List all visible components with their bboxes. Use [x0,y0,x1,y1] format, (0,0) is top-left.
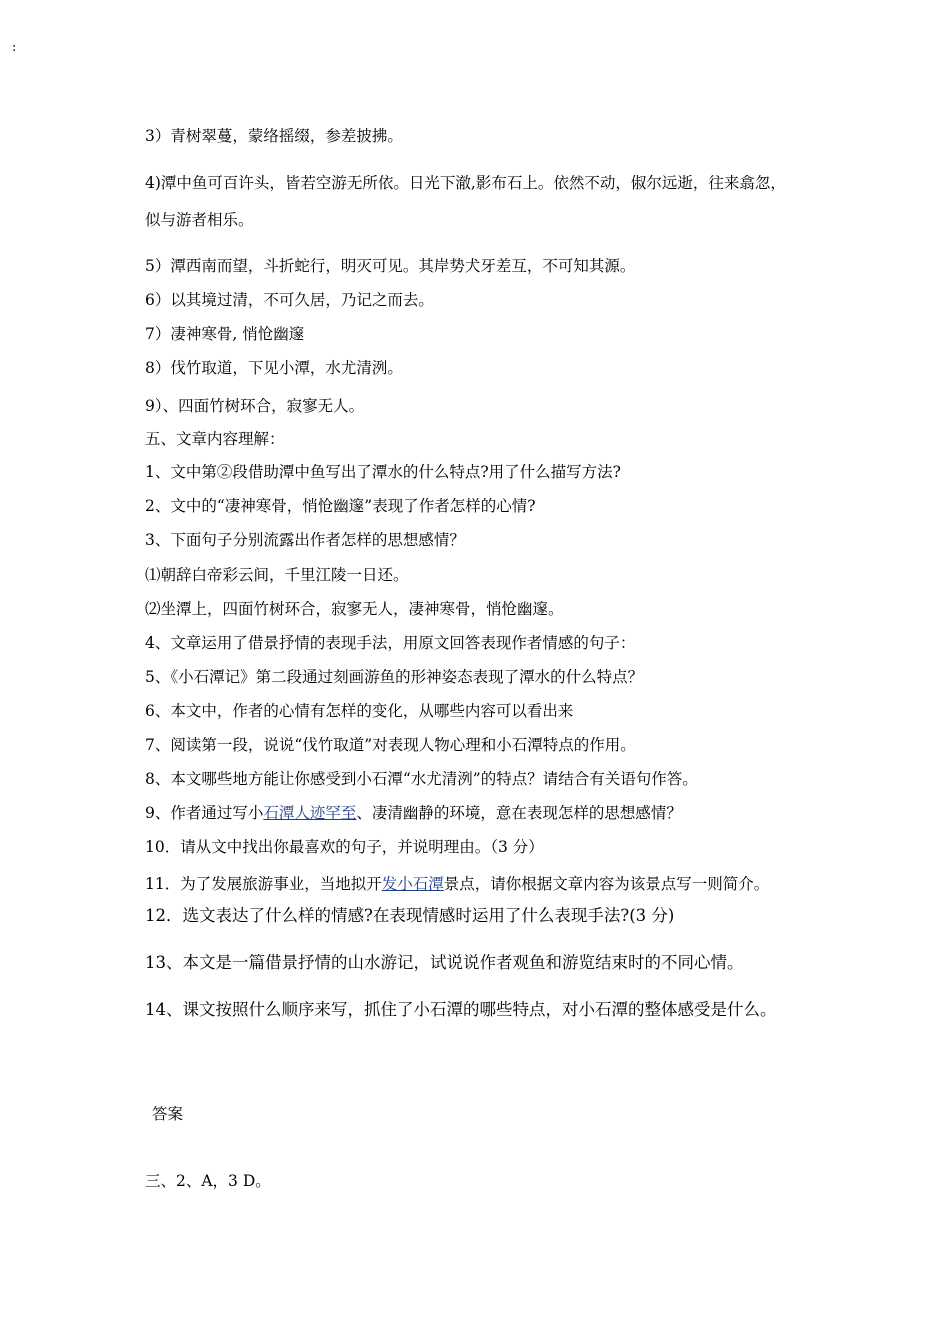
text-line-poem-8: 8）伐竹取道，下见小潭，水尤清洌。 [145,359,403,377]
question-6: 6、本文中，作者的心情有怎样的变化，从哪些内容可以看出来 [145,702,574,720]
text-line-poem-4-cont: 似与游者相乐。 [145,211,254,229]
text-line-poem-4: 4)潭中鱼可百许头，皆若空游无所依。日光下澈,影布石上。依然不动，俶尔远逝，往来翕忽， [145,174,786,192]
question-9-text-after: 、凄清幽静的环境，意在表现怎样的思想感情？ [356,804,682,822]
question-11-text-before: 11．为了发展旅游事业，当地拟开 [145,875,382,893]
answer-line: 三、2、A，3 D。 [145,1172,271,1190]
question-3: 3、下面句子分别流露出作者怎样的思想感情？ [145,531,465,549]
text-line-poem-6: 6）以其境过清，不可久居，乃记之而去。 [145,291,434,309]
question-11-link[interactable]: 发小石潭 [381,875,444,893]
question-11-text-after: 景点，请你根据文章内容为该景点写一则简介。 [443,875,770,893]
text-line-poem-3: 3）青树翠蔓，蒙络摇缀，参差披拂。 [145,127,403,145]
text-line-poem-7: 7）凄神寒骨, 悄怆幽邃 [145,325,305,343]
question-4: 4、文章运用了借景抒情的表现手法，用原文回答表现作者情感的句子： [145,634,636,652]
section-heading: 五、文章内容理解： [145,430,285,448]
text-line-poem-5: 5）潭西南而望，斗折蛇行，明灭可见。其岸势犬牙差互，不可知其源。 [145,257,636,275]
question-1: 1、文中第②段借助潭中鱼写出了潭水的什么特点?用了什么描写方法? [145,463,621,481]
question-14: 14、课文按照什么顺序来写，抓住了小石潭的哪些特点，对小石潭的整体感受是什么。 [145,1000,777,1019]
question-9 [145,803,682,823]
text-line-poem-9: 9）、四面竹树环合，寂寥无人。 [145,397,365,415]
answer-heading: 答案 [152,1105,184,1123]
question-10: 10．请从文中找出你最喜欢的句子，并说明理由。（3 分） [145,838,544,856]
corner-mark: : [12,40,17,55]
question-7: 7、阅读第一段，说说“伐竹取道”对表现人物心理和小石潭特点的作用。 [145,736,636,754]
question-3-item-1: ⑴朝辞白帝彩云间，千里江陵一日还。 [145,566,409,584]
question-11 [145,874,769,894]
question-3-item-2: ⑵坐潭上，四面竹树环合，寂寥无人，凄神寒骨，悄怆幽邃。 [145,600,564,618]
question-8: 8、本文哪些地方能让你感受到小石潭“水尤清洌”的特点？请结合有关语句作答。 [145,770,698,788]
question-2: 2、文中的“凄神寒骨，悄怆幽邃”表现了作者怎样的心情? [145,497,536,515]
question-13: 13、本文是一篇借景抒情的山水游记，试说说作者观鱼和游览结束时的不同心情。 [145,953,744,972]
question-9-text-before: 9、作者通过写小 [145,804,264,822]
question-12: 12．选文表达了什么样的情感?在表现情感时运用了什么表现手法?(3 分) [145,906,675,925]
question-5: 5、《小石潭记》第二段通过刻画游鱼的形神姿态表现了潭水的什么特点？ [145,668,644,686]
question-9-link[interactable]: 石潭人迹罕至 [263,804,357,822]
